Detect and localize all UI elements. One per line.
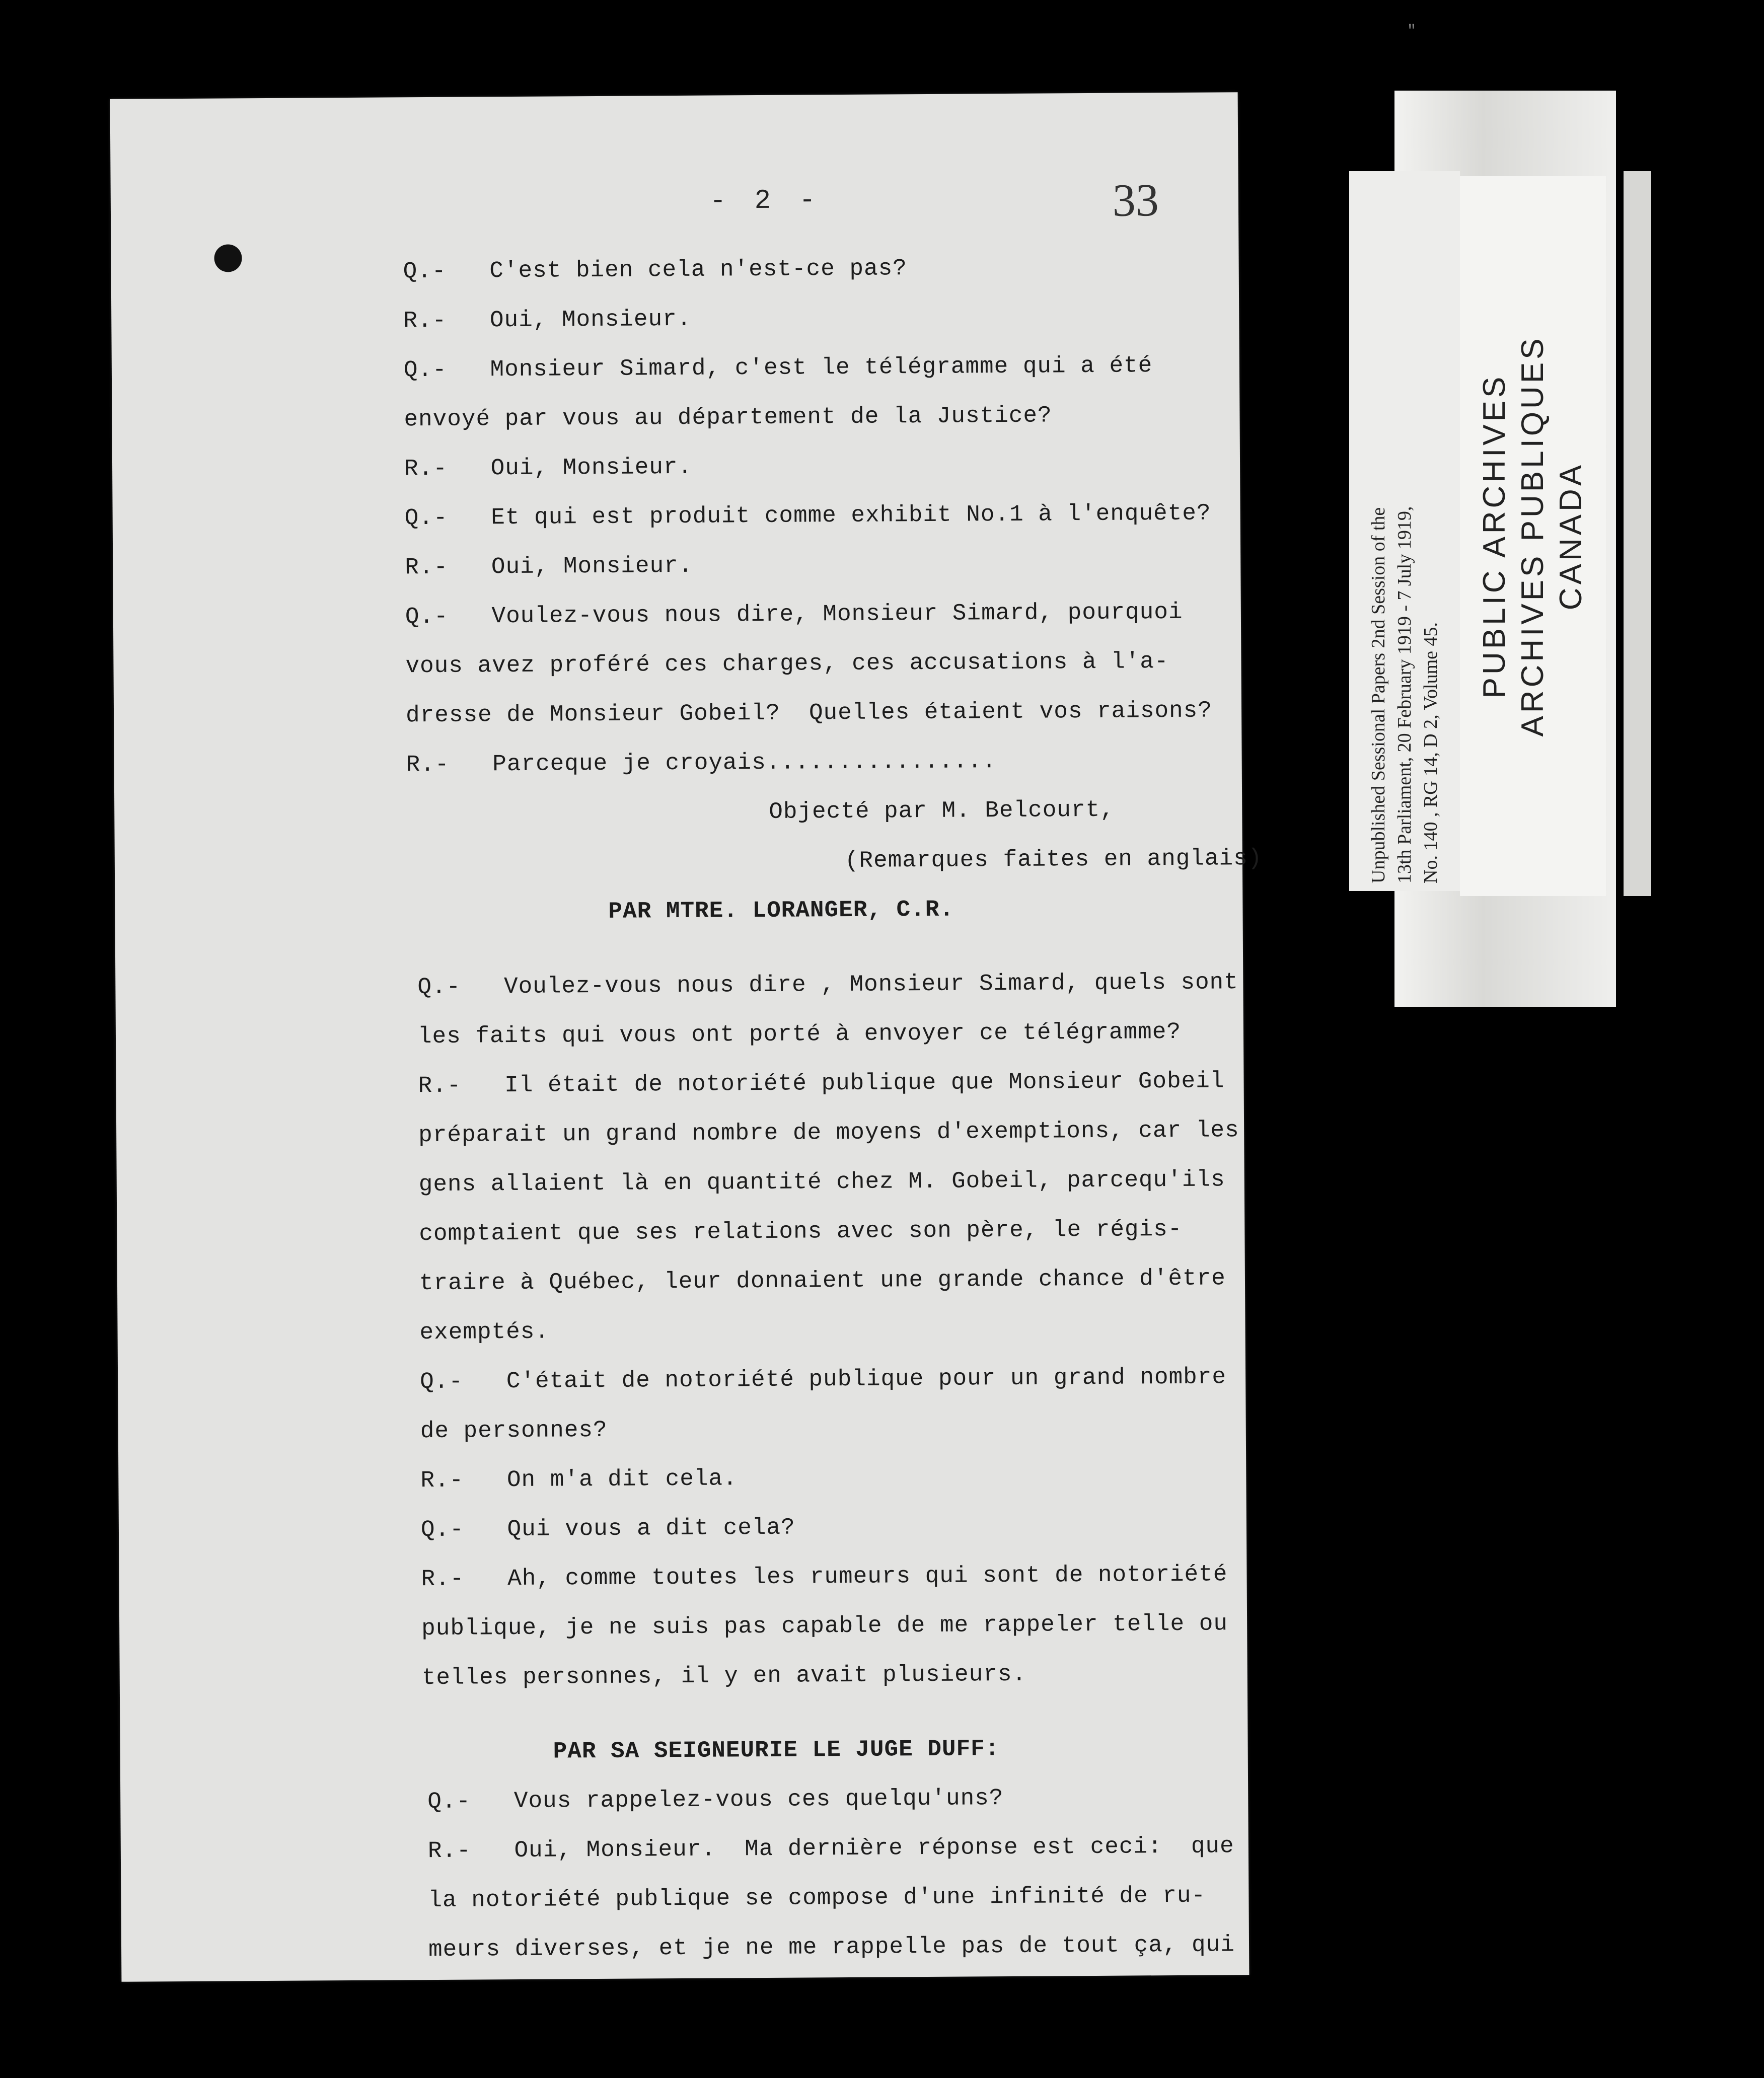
transcript-line: R.- Il était de notoriété publique que Monsieur Gobeil [418,1068,1225,1099]
transcript-line: Q.- Voulez-vous nous dire, Monsieur Simard, pourquoi [405,599,1183,630]
corner-mark: " [1407,23,1417,40]
transcript-line: les faits qui vous ont porté à envoyer ce télégramme? [417,1018,1182,1050]
transcript-line: R.- Oui, Monsieur. [404,454,693,482]
folio-number: 33 [1112,174,1159,226]
transcript-line: envoyé par vous au département de la Justice? [404,402,1052,433]
transcript-line: (Remarques faites en anglais) [844,845,1263,874]
archive-edge-strip [1624,171,1651,896]
archive-stamp [1460,176,1606,896]
transcript-line: R.- Oui, Monsieur. [405,552,693,581]
section-heading: PAR SA SEIGNEURIE LE JUGE DUFF: [553,1736,1000,1765]
transcript-line: Q.- Voulez-vous nous dire , Monsieur Simard, quels sont [417,969,1238,1001]
transcript-line: gens allaient là en quantité chez M. Gobeil, parcequ'ils [418,1166,1225,1198]
transcript-line: la notoriété publique se compose d'une infinité de ru- [428,1882,1206,1914]
transcript-line: telles personnes, il y en avait plusieurs. [421,1661,1027,1691]
archive-reference-line: No. 140 , RG 14, D 2, Volume 45. [1420,622,1441,883]
transcript-line: R.- Oui, Monsieur. Ma dernière réponse est ceci: que [427,1833,1234,1865]
transcript-line: Q.- C'était de notoriété publique pour un grand nombre [420,1364,1227,1395]
transcript-line: Q.- Qui vous a dit cela? [420,1514,795,1543]
transcript-line: vous avez proféré ces charges, ces accusations à l'a- [405,648,1169,680]
archive-reference-line: Unpublished Sessional Papers 2nd Session of the [1368,507,1389,883]
archive-stamp-line: ARCHIVES PUBLIQUES [1515,335,1550,737]
archive-reference-text [1365,179,1444,883]
transcript-line: traire à Québec, leur donnaient une grande chance d'être [419,1265,1226,1297]
section-heading: PAR MTRE. LORANGER, C.R. [608,896,954,925]
transcript-line: de personnes? [420,1417,608,1445]
transcript-line: Q.- C'est bien cela n'est-ce pas? [403,255,908,285]
archive-reference-line: 13th Parliament, 20 February 1919 - 7 July 1919, [1394,506,1415,883]
transcript-line: Q.- Monsieur Simard, c'est le télégramme qui a été [403,352,1153,384]
transcript-line: comptaient que ses relations avec son père, le régis- [419,1216,1183,1247]
archive-reference-label [1349,171,1460,891]
transcript-line: R.- Parceque je croyais................ [406,748,997,778]
transcript-line: Q.- Et qui est produit comme exhibit No.1 à l'enquête? [404,500,1211,532]
transcript-line: R.- Ah, comme toutes les rumeurs qui sont de notoriété [421,1561,1228,1593]
archive-stamp-line: CANADA [1554,462,1588,611]
punch-hole [214,244,242,272]
archive-stamp-text [1476,184,1590,888]
transcript-line: meurs diverses, et je ne me rappelle pas de tout ça, qui [428,1932,1235,1963]
archive-stamp-line: PUBLIC ARCHIVES [1477,374,1512,699]
transcript-line: Objecté par M. Belcourt, [769,796,1115,825]
transcript-line: Q.- Vous rappelez-vous ces quelqu'uns? [427,1785,1004,1815]
transcript-line: publique, je ne suis pas capable de me rappeler telle ou [421,1610,1228,1642]
transcript-line: préparait un grand nombre de moyens d'exemptions, car les [418,1117,1239,1149]
transcript-line: exemptés. [419,1318,550,1346]
transcript-line: R.- On m'a dit cela. [420,1465,738,1494]
transcript-line: R.- Oui, Monsieur. [403,306,692,334]
document-page [110,92,1263,1982]
transcript-line: dresse de Monsieur Gobeil? Quelles étaient vos raisons? [405,697,1213,729]
page-number: - 2 - [709,185,822,217]
